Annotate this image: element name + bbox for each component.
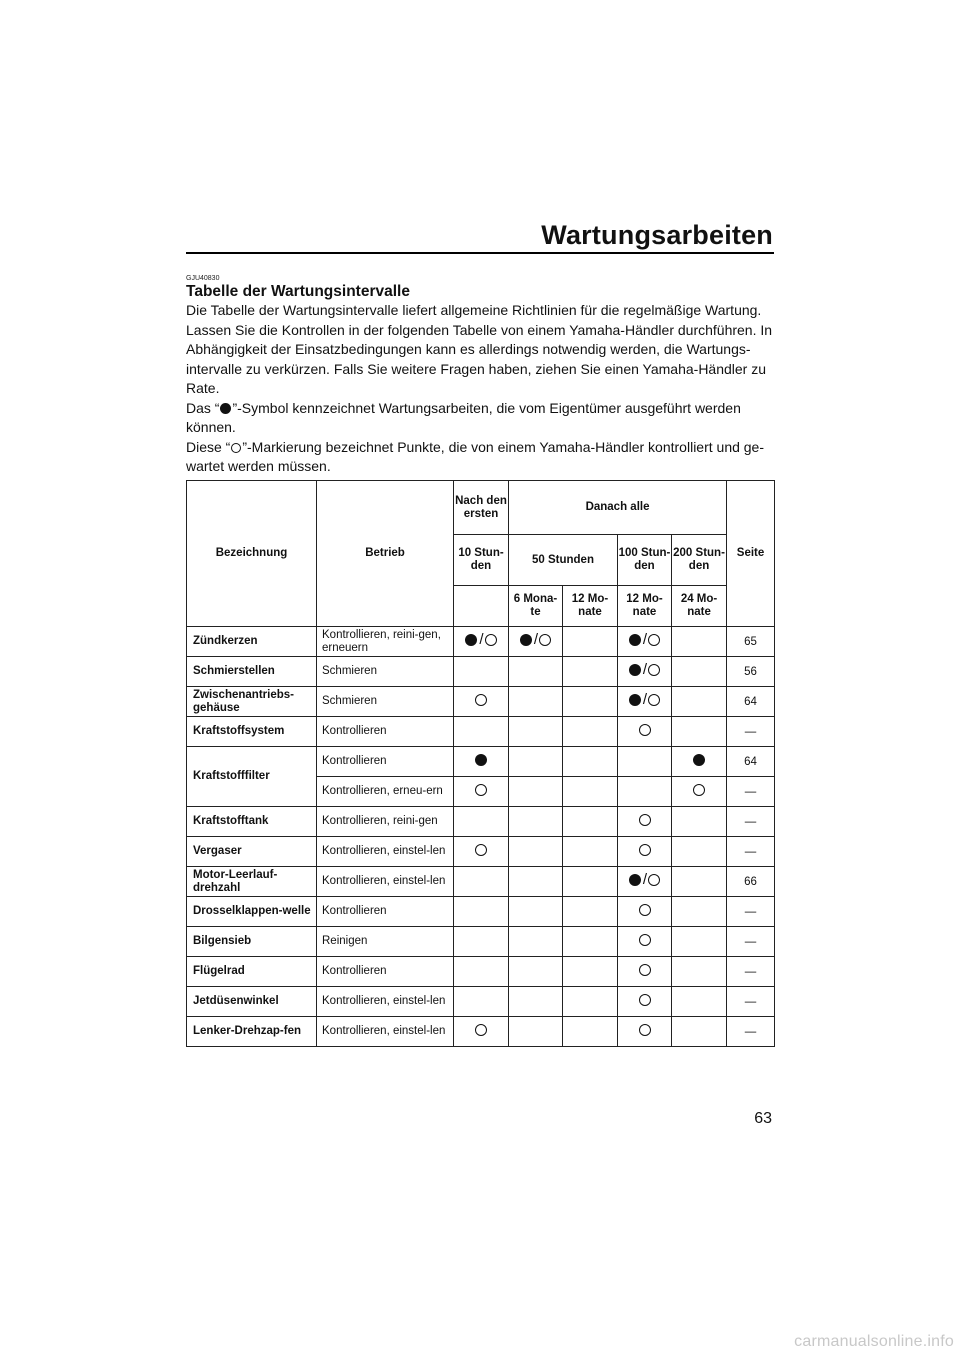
- open-circle-icon: [475, 784, 487, 796]
- header-6-monate: 6 Mona-te: [509, 586, 563, 627]
- section-heading: Tabelle der Wartungsintervalle: [186, 283, 410, 300]
- para3-after: ”-Markierung bezeichnet Punkte, die von einem Yamaha-Händler kontrolliert und ge-wartet werden müssen.: [186, 438, 765, 474]
- interval-12-monate-b: [618, 807, 672, 837]
- open-circle-icon: [475, 844, 487, 856]
- interval-12-monate-a: [563, 777, 618, 807]
- owner-dealer-icon: [629, 871, 660, 888]
- interval-12-monate-b: [618, 957, 672, 987]
- interval-12-monate-a: [563, 717, 618, 747]
- interval-24-monate: [672, 867, 727, 897]
- page-number: 63: [754, 1110, 772, 1127]
- interval-10-stunden: [454, 837, 509, 867]
- interval-12-monate-a: [563, 657, 618, 687]
- header-50-stunden: 50 Stunden: [509, 535, 618, 586]
- table-row: [187, 807, 775, 837]
- dealer-icon: [475, 694, 487, 706]
- slash-icon: /: [642, 631, 648, 648]
- title-rule: [186, 252, 774, 254]
- item-name: Kraftstofftank: [187, 807, 317, 837]
- header-empty-cell: [454, 586, 509, 627]
- watermark: carmanualsonline.info: [794, 1333, 954, 1350]
- operation: Kontrollieren, reini-gen: [317, 807, 454, 837]
- table-row: [187, 657, 775, 687]
- open-circle-icon: [639, 994, 651, 1006]
- header-danach-alle: Danach alle: [509, 481, 727, 535]
- interval-10-stunden: [454, 927, 509, 957]
- page-reference: 56: [727, 657, 775, 687]
- interval-6-monate: [509, 747, 563, 777]
- interval-10-stunden: [454, 657, 509, 687]
- page-reference: —: [727, 957, 775, 987]
- open-circle-icon: [475, 694, 487, 706]
- open-circle-icon: [639, 1024, 651, 1036]
- dealer-icon: [475, 844, 487, 856]
- item-name: Kraftstoffsystem: [187, 717, 317, 747]
- item-name: Motor-Leerlauf-drehzahl: [187, 867, 317, 897]
- filled-circle-icon: [629, 694, 641, 706]
- interval-6-monate: [509, 927, 563, 957]
- slash-icon: /: [533, 631, 539, 648]
- interval-24-monate: [672, 987, 727, 1017]
- operation: Kontrollieren, einstel-len: [317, 867, 454, 897]
- interval-6-monate: [509, 1017, 563, 1047]
- dealer-icon: [475, 784, 487, 796]
- page-reference: 65: [727, 627, 775, 657]
- dealer-icon: [639, 964, 651, 976]
- interval-6-monate: [509, 867, 563, 897]
- interval-10-stunden: [454, 987, 509, 1017]
- interval-12-monate-b: [618, 747, 672, 777]
- interval-12-monate-b: [618, 867, 672, 897]
- slash-icon: /: [642, 871, 648, 888]
- section-code: GJU40830: [186, 275, 220, 282]
- interval-24-monate: [672, 657, 727, 687]
- operation: Schmieren: [317, 687, 454, 717]
- interval-12-monate-b: [618, 687, 672, 717]
- header-betrieb: Betrieb: [317, 481, 454, 627]
- open-circle-icon: [648, 694, 660, 706]
- open-circle-icon: [648, 634, 660, 646]
- table-row: [187, 897, 775, 927]
- open-circle-icon: [693, 784, 705, 796]
- interval-10-stunden: [454, 687, 509, 717]
- slash-icon: /: [479, 631, 484, 648]
- open-circle-icon: [539, 634, 551, 646]
- interval-12-monate-b: [618, 927, 672, 957]
- interval-24-monate: [672, 777, 727, 807]
- item-name: Lenker-Drehzap-fen: [187, 1017, 317, 1047]
- header-nach-den-ersten: Nach den ersten: [454, 481, 509, 535]
- filled-circle-icon: [475, 754, 487, 766]
- page-title: Wartungsarbeiten: [541, 220, 773, 250]
- header-200-stunden: 200 Stun-den: [672, 535, 727, 586]
- dealer-icon: [639, 844, 651, 856]
- open-circle-icon: [639, 904, 651, 916]
- filled-circle-icon: [465, 634, 477, 646]
- owner-dealer-icon: [465, 631, 496, 648]
- page-reference: —: [727, 777, 775, 807]
- interval-6-monate: [509, 657, 563, 687]
- interval-24-monate: [672, 717, 727, 747]
- table-row: [187, 927, 775, 957]
- interval-12-monate-a: [563, 957, 618, 987]
- operation: Kontrollieren, einstel-len: [317, 987, 454, 1017]
- operation: Kontrollieren, einstel-len: [317, 1017, 454, 1047]
- item-name: Drosselklappen-welle: [187, 897, 317, 927]
- interval-6-monate: [509, 897, 563, 927]
- interval-10-stunden: [454, 777, 509, 807]
- open-circle-icon: [231, 443, 241, 453]
- open-circle-icon: [648, 874, 660, 886]
- dealer-icon: [639, 724, 651, 736]
- interval-12-monate-a: [563, 687, 618, 717]
- owner-icon: [475, 754, 487, 766]
- owner-dealer-icon: [629, 661, 660, 678]
- interval-6-monate: [509, 717, 563, 747]
- open-circle-icon: [639, 844, 651, 856]
- item-name: Kraftstofffilter: [187, 747, 317, 807]
- dealer-icon: [639, 814, 651, 826]
- interval-10-stunden: [454, 627, 509, 657]
- interval-24-monate: [672, 687, 727, 717]
- interval-6-monate: [509, 687, 563, 717]
- open-circle-icon: [639, 964, 651, 976]
- interval-24-monate: [672, 807, 727, 837]
- interval-24-monate: [672, 927, 727, 957]
- interval-6-monate: [509, 837, 563, 867]
- owner-dealer-icon: [629, 691, 660, 708]
- filled-circle-icon: [520, 634, 532, 646]
- table-row: [187, 687, 775, 717]
- table-row: [187, 747, 775, 777]
- page-reference: —: [727, 837, 775, 867]
- interval-12-monate-b: [618, 1017, 672, 1047]
- item-name: Vergaser: [187, 837, 317, 867]
- page-reference: 64: [727, 747, 775, 777]
- table-body: [187, 627, 775, 1047]
- interval-10-stunden: [454, 747, 509, 777]
- dealer-icon: [475, 1024, 487, 1036]
- open-circle-icon: [639, 934, 651, 946]
- interval-6-monate: [509, 777, 563, 807]
- page-reference: —: [727, 927, 775, 957]
- dealer-symbol-paragraph: [186, 438, 776, 477]
- header-100-stunden: 100 Stun-den: [618, 535, 672, 586]
- interval-24-monate: [672, 957, 727, 987]
- table-row: [187, 627, 775, 657]
- interval-6-monate: [509, 627, 563, 657]
- open-circle-icon: [485, 634, 497, 646]
- page-reference: —: [727, 897, 775, 927]
- page-reference: —: [727, 807, 775, 837]
- dealer-icon: [639, 994, 651, 1006]
- dealer-icon: [639, 904, 651, 916]
- interval-6-monate: [509, 807, 563, 837]
- interval-12-monate-a: [563, 987, 618, 1017]
- header-24-monate: 24 Mo-nate: [672, 586, 727, 627]
- para2-after: ”-Symbol kennzeichnet Wartungsarbeiten, die vom Eigentümer ausgeführt werden können.: [186, 399, 741, 435]
- interval-24-monate: [672, 627, 727, 657]
- interval-12-monate-a: [563, 837, 618, 867]
- interval-24-monate: [672, 897, 727, 927]
- interval-12-monate-b: [618, 717, 672, 747]
- interval-10-stunden: [454, 867, 509, 897]
- interval-12-monate-a: [563, 1017, 618, 1047]
- interval-12-monate-a: [563, 627, 618, 657]
- interval-10-stunden: [454, 717, 509, 747]
- interval-12-monate-a: [563, 867, 618, 897]
- filled-circle-icon: [693, 754, 705, 766]
- page-reference: —: [727, 1017, 775, 1047]
- filled-circle-icon: [629, 874, 641, 886]
- table-row: [187, 717, 775, 747]
- operation: Kontrollieren: [317, 957, 454, 987]
- para3-before: Diese “: [186, 438, 231, 455]
- interval-12-monate-b: [618, 777, 672, 807]
- operation: Kontrollieren, einstel-len: [317, 837, 454, 867]
- table-row: [187, 987, 775, 1017]
- dealer-icon: [693, 784, 705, 796]
- open-circle-icon: [639, 724, 651, 736]
- item-name: Bilgensieb: [187, 927, 317, 957]
- interval-6-monate: [509, 987, 563, 1017]
- filled-circle-icon: [629, 634, 641, 646]
- interval-10-stunden: [454, 807, 509, 837]
- operation: Kontrollieren: [317, 747, 454, 777]
- operation: Kontrollieren: [317, 897, 454, 927]
- dealer-icon: [639, 1024, 651, 1036]
- owner-dealer-icon: [520, 631, 551, 648]
- para2-before: Das “: [186, 399, 220, 416]
- table-row: [187, 837, 775, 867]
- open-circle-icon: [475, 1024, 487, 1036]
- interval-24-monate: [672, 747, 727, 777]
- interval-12-monate-b: [618, 657, 672, 687]
- owner-icon: [693, 754, 705, 766]
- filled-circle-icon: [629, 664, 641, 676]
- slash-icon: /: [642, 661, 648, 678]
- header-bezeichnung: Bezeichnung: [187, 481, 317, 627]
- operation: Kontrollieren, erneu-ern: [317, 777, 454, 807]
- maintenance-table: [186, 480, 775, 1047]
- page-reference: —: [727, 717, 775, 747]
- interval-10-stunden: [454, 957, 509, 987]
- item-name: Schmierstellen: [187, 657, 317, 687]
- body-text: [186, 301, 776, 477]
- owner-symbol-paragraph: [186, 399, 776, 438]
- item-name: Jetdüsenwinkel: [187, 987, 317, 1017]
- table-row: [187, 867, 775, 897]
- interval-12-monate-b: [618, 897, 672, 927]
- operation: Reinigen: [317, 927, 454, 957]
- interval-24-monate: [672, 837, 727, 867]
- interval-10-stunden: [454, 1017, 509, 1047]
- item-name: Zündkerzen: [187, 627, 317, 657]
- interval-12-monate-a: [563, 897, 618, 927]
- interval-10-stunden: [454, 897, 509, 927]
- dealer-icon: [639, 934, 651, 946]
- interval-12-monate-a: [563, 927, 618, 957]
- owner-dealer-icon: [629, 631, 660, 648]
- interval-12-monate-b: [618, 987, 672, 1017]
- interval-12-monate-a: [563, 807, 618, 837]
- header-seite: Seite: [727, 481, 775, 627]
- page-reference: —: [727, 987, 775, 1017]
- item-name: Zwischenantriebs-gehäuse: [187, 687, 317, 717]
- page-reference: 66: [727, 867, 775, 897]
- interval-12-monate-b: [618, 837, 672, 867]
- table-row: [187, 957, 775, 987]
- open-circle-icon: [648, 664, 660, 676]
- header-12-monate-b: 12 Mo-nate: [618, 586, 672, 627]
- intro-paragraph: Die Tabelle der Wartungsintervalle liefert allgemeine Richtlinien für die regelmäßige Wartung. Lassen Sie die Kontrollen in der folgenden Tabelle von einem Yamaha-Händler durchführen. In Abhängigkeit der Einsatzbedingungen kann es allerdings notwendig werden, die Wartungs-intervalle zu verkürzen. Falls Sie weitere Fragen haben, ziehen Sie einen Yamaha-Händler zu Rate.: [186, 302, 773, 396]
- header-12-monate-a: 12 Mo-nate: [563, 586, 618, 627]
- open-circle-icon: [639, 814, 651, 826]
- interval-6-monate: [509, 957, 563, 987]
- operation: Kontrollieren: [317, 717, 454, 747]
- table-row: [187, 1017, 775, 1047]
- header-10-stunden: 10 Stun-den: [454, 535, 509, 586]
- operation: Kontrollieren, reini-gen, erneuern: [317, 627, 454, 657]
- operation: Schmieren: [317, 657, 454, 687]
- filled-circle-icon: [220, 403, 231, 414]
- item-name: Flügelrad: [187, 957, 317, 987]
- interval-12-monate-b: [618, 627, 672, 657]
- interval-12-monate-a: [563, 747, 618, 777]
- page-reference: 64: [727, 687, 775, 717]
- slash-icon: /: [642, 691, 648, 708]
- interval-24-monate: [672, 1017, 727, 1047]
